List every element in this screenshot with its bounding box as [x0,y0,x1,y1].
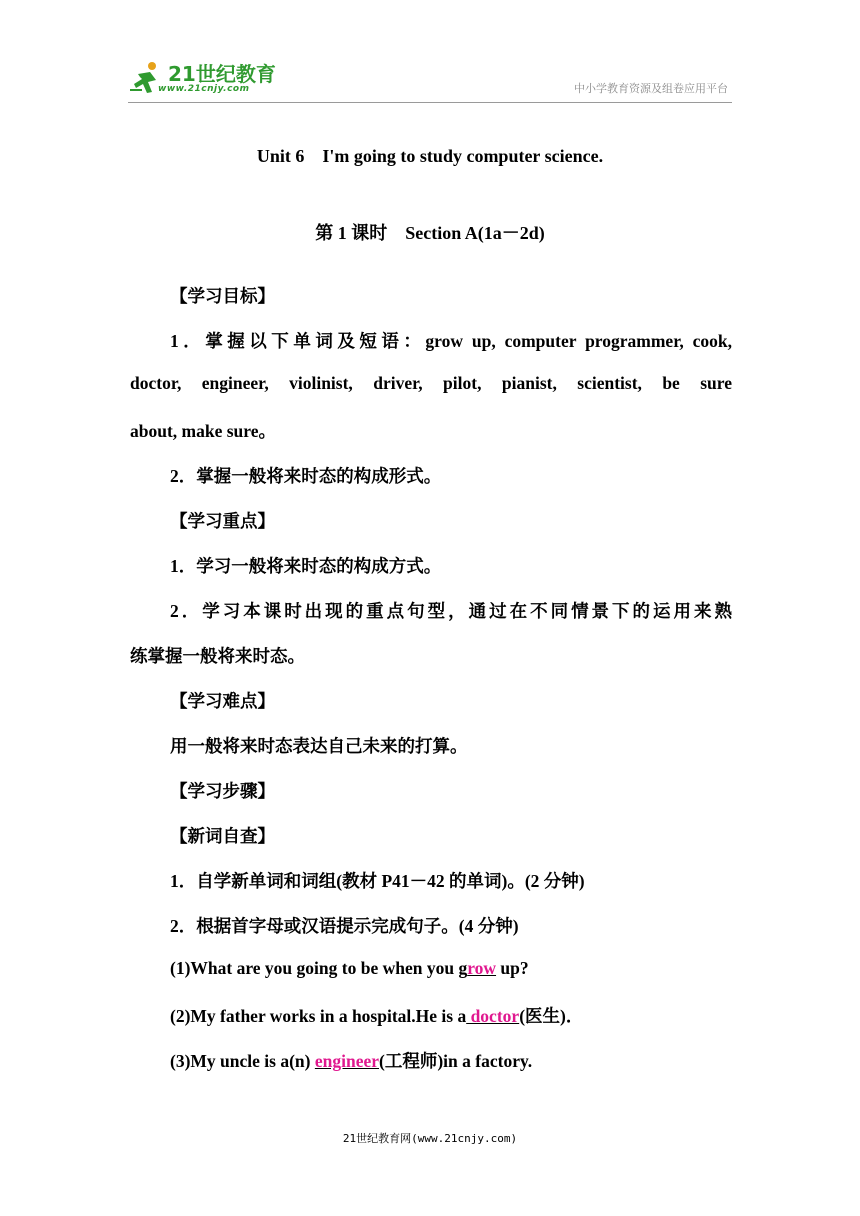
difficult1: 用一般将来时态表达自己未来的打算。 [170,736,468,756]
goal1-line2: doctor, engineer, violinist, driver, pilot, pianist, scientist, be sure [130,373,732,393]
question-2-prefix: (2)My father works in a hospital.He is a [170,1006,467,1026]
steps-heading: 【学习步骤】 [170,781,275,801]
logo-url-text: www.21cnjy.com [158,84,250,94]
question-3-suffix: (工程师)in a factory. [379,1051,533,1071]
question-1-prefix: (1)What are you going to be when you g [170,958,468,978]
key1: 1．学习一般将来时态的构成方式。 [170,556,442,576]
page-header [128,58,732,104]
header-divider [128,102,732,103]
goal2: 2．掌握一般将来时态的构成形式。 [170,466,442,486]
question-3 [170,1048,732,1073]
question-2 [170,1003,732,1028]
lesson-title [0,219,860,245]
question-3-prefix: (3)My uncle is a(n) [170,1051,315,1071]
key2-line2: 练掌握一般将来时态。 [130,646,305,666]
question-2-suffix: (医生)． [519,1006,584,1026]
page-footer: 21世纪教育网(www.21cnjy.com) [342,1132,518,1145]
platform-caption: 中小学教育资源及组卷应用平台 [574,82,728,95]
goal1-line1: 1．掌握以下单词及短语：grow up, computer programmer, cook, [170,331,732,351]
goals-heading: 【学习目标】 [170,286,275,306]
question-3-answer: engineer [314,1051,380,1071]
unit-title [0,146,860,167]
step2: 2．根据首字母或汉语提示完成句子。(4 分钟) [170,916,519,936]
unit-title-text: I'm going to study computer science. [322,146,604,166]
lesson-label: 第 1 课时 [315,223,388,243]
question-1 [170,958,732,979]
difficult-heading: 【学习难点】 [170,691,275,711]
step1: 1．自学新单词和词组(教材 P41－42 的单词)。(2 分钟) [170,871,585,891]
key-heading: 【学习重点】 [170,511,275,531]
question-2-answer: doctor [466,1006,520,1026]
vocab-heading: 【新词自查】 [170,826,275,846]
goal1-line3: about, make sure。 [130,421,277,441]
key2-line1: 2．学习本课时出现的重点句型，通过在不同情景下的运用来熟 [170,601,732,621]
logo [128,58,288,98]
logo-brand-text: 21世纪教育 [168,62,276,86]
unit-label: Unit 6 [256,146,305,166]
section-label: Section A(1a－2d) [405,223,545,243]
question-1-suffix: up? [496,958,529,978]
question-1-answer: row [467,958,497,978]
